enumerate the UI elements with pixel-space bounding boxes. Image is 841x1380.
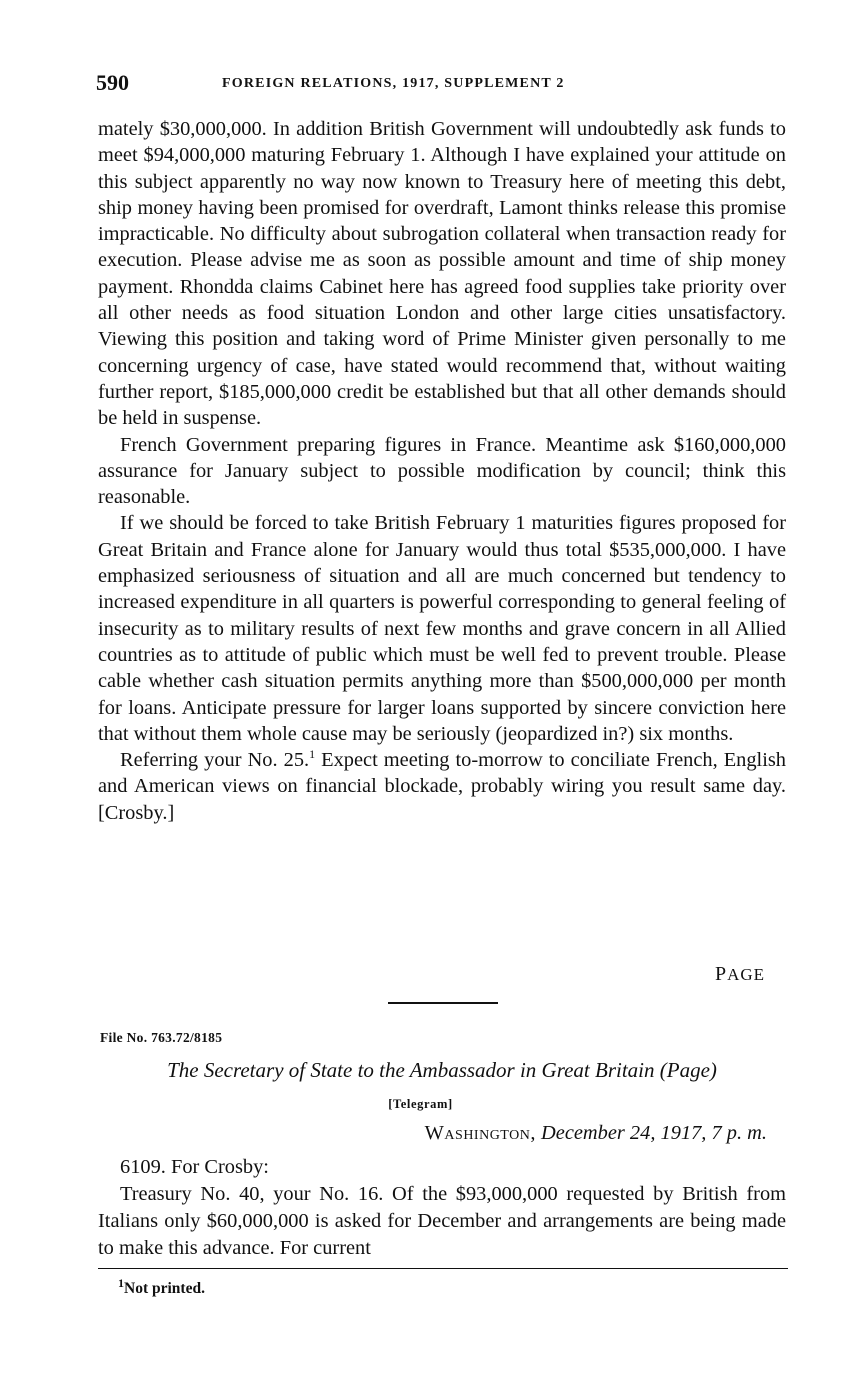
footnote-text: Not printed.: [124, 1280, 205, 1297]
dateline-place: Washington,: [424, 1122, 536, 1144]
number-line: 6109. For Crosby:: [120, 1156, 269, 1178]
page-number: 590: [96, 70, 129, 95]
paragraph-text: Referring your No. 25.: [120, 749, 310, 772]
footnote: [118, 1275, 205, 1298]
footnote-reference: 1: [309, 747, 316, 762]
signature-initial: P: [715, 963, 728, 985]
paragraph: mately $30,000,000. In addition British Government will undoubtedly ask funds to meet $94,000,000 maturing February 1. Although I have explained your attitude on this subject apparently no way now known to Treasury here of meeting this debt, ship money having been promised for overdraft, Lamont thinks release this promise impracticable. No difficulty about subrogation collateral when transaction ready for execution. Please advise me as soon as possible amount and time of ship money payment. Rhondda claims Cabinet here has agreed food supplies take priority over all other needs as food situation London and other large cities unsatisfactory. Viewing this position and taking word of Prime Minister given personally to me concerning urgency of case, have stated would recommend that, without waiting further report, $185,000,000 credit be established but that all other demands should be held in suspense.: [98, 118, 786, 430]
document-type-label: [Telegram]: [388, 1097, 453, 1111]
paragraph: French Government preparing figures in France. Meantime ask $160,000,000 assurance for January subject to possible modification by council; think this reasonable.: [98, 433, 786, 509]
paragraph: If we should be forced to take British February 1 maturities figures proposed for Great Britain and France alone for January would thus total $535,000,000. I have emphasized seriousness of situation and all are much concerned but tendency to increased expenditure in all quarters is powerful corresponding to general feeling of insecurity as to military results of next few months and grave concern in all Allied countries as to attitude of public which must be well fed to prevent trouble. Please cable whether cash situation permits anything more than $500,000,000 per month for loans. Anticipate pressure for larger loans supported by sincere conviction here that without them whole cause may be seriously (jeopardized in?) six months.: [98, 512, 786, 745]
signature: [715, 963, 765, 986]
paragraph-with-footnote: [98, 747, 786, 826]
section-divider: [388, 1002, 498, 1004]
footnote-mark: 1: [118, 1275, 124, 1290]
running-head: FOREIGN RELATIONS, 1917, SUPPLEMENT 2: [222, 76, 565, 91]
paragraph: Treasury No. 40, your No. 16. Of the $93,000,000 requested by British from Italians only $60,000,000 is asked for December and arrangements are being made to make this advance. For current: [98, 1183, 786, 1259]
telegram-text: [98, 1154, 786, 1262]
dateline: [425, 1122, 767, 1145]
dateline-date: December 24, 1917, 7 p. m.: [541, 1122, 767, 1144]
paragraph-text: Expect meeting to-morrow to conciliate French, English and American views on financial blockade, probably wiring you result same day. [Crosby.]: [98, 749, 787, 824]
document-title: The Secretary of State to the Ambassador in Great Britain (Page): [167, 1058, 717, 1082]
footnote-divider: [98, 1268, 788, 1269]
signature-rest: AGE: [727, 965, 766, 984]
file-number: File No. 763.72/8185: [100, 1030, 223, 1045]
continued-telegram-text: [98, 116, 786, 826]
page-header: [96, 70, 786, 100]
